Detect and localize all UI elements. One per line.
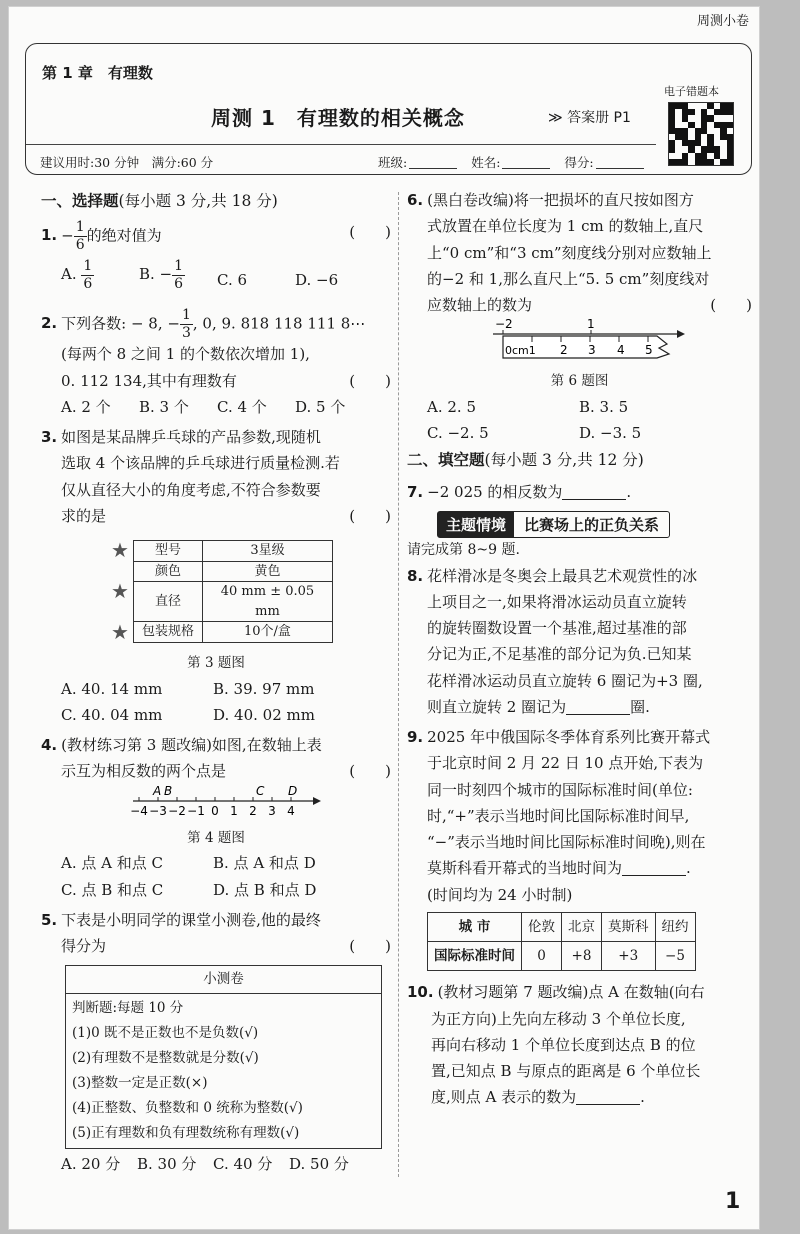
star-icon: ★	[111, 579, 129, 604]
svg-text:−2: −2	[495, 318, 513, 332]
figure-caption: 第 3 题图	[187, 655, 245, 672]
answer-parens[interactable]: ( )	[349, 371, 391, 390]
arrow-icon	[677, 330, 685, 338]
name-label: 姓名:	[471, 155, 501, 170]
star-icon: ★	[111, 620, 129, 645]
intro-text: 请完成第 8~9 题.	[407, 542, 520, 558]
product-spec-figure	[111, 533, 391, 650]
options: A. 40. 14 mm B. 39. 97 mm C. 40. 04 mm D. 40. 02 mm	[61, 679, 315, 724]
figure-caption: 第 4 题图	[187, 829, 245, 846]
section-heading: 二、填空题(每小题 3 分,共 12 分)	[407, 450, 644, 470]
class-field[interactable]	[409, 168, 457, 169]
quiz-card: 小测卷 判断题:每题 10 分 (1)0 既不是正数也不是负数(√) (2)有理数不是整数就是分数(√) (3)整数一定是正数(×) (4)正整数、负整数和 0 统称为整数(√) (5)正有理数和负有理数统称有理数(√)	[65, 965, 382, 1149]
point-label: B	[164, 784, 173, 798]
svg-text:4: 4	[617, 343, 625, 358]
class-label: 班级:	[378, 155, 408, 170]
options: A. $\frac{1}{6}$ B. − $\frac{1}{6}$ C. 6 D. −6	[61, 257, 339, 292]
options: A. 点 A 和点 C B. 点 A 和点 D C. 点 B 和点 C D. 点 B 和点 D	[61, 854, 317, 899]
quiz-item: (4)正整数、负整数和 0 统称为整数(√)	[72, 1100, 303, 1117]
right-column	[407, 187, 752, 1111]
question-9: 9. 2025 年中俄国际冬季体育系列比赛开幕式 于北京时间 2 月 22 日 10 点开始,下表为 同一时刻四个城市的国际标准时间(单位: 时,“+”表示当地时间比国际标准时间早, “−”表示当地时间比国际标准时间晚),则在 莫斯科看开幕式的当地时间为 . (时间均为 24 小时制) 城 市 伦敦 北京 莫斯科 纽约 国际标准时间 0 +8 +3 −5	[407, 724, 752, 971]
options: A. 2. 5 B. 3. 5 C. −2. 5 D. −3. 5	[427, 397, 642, 443]
page-number: 1	[725, 1189, 741, 1214]
tick-label: 0	[211, 803, 219, 818]
section-heading: 一、选择题(每小题 3 分,共 18 分)	[41, 191, 278, 210]
chapter-label: 第 1 章 有理数	[42, 64, 153, 82]
quiz-item: (3)整数一定是正数(×)	[72, 1075, 208, 1092]
name-field[interactable]	[502, 168, 550, 169]
point-label: C	[256, 784, 265, 798]
question-4: 4. (教材练习第 3 题改编)如图,在数轴上表 示互为相反数的两个点是 ( ) −4 −3 −2 −1 0 1 2 3 4 A B C D 第 4 题图 A. 点 A 和点 C B. 点 A 和点 D C. 点 B 和点 C D. 点 B 和点 D	[41, 732, 391, 903]
question-2: 2. 下列各数: − 8, − $\frac{1}{3}$ , 0, 9. 818 118 111 8⋯ (每两个 8 之间 1 的个数依次增加 1), 0. 112 134,其中有理数有 ( ) A. 2 个 B. 3 个 C. 4 个 D. 5 个	[41, 307, 391, 420]
answer-parens[interactable]: ( )	[349, 223, 391, 242]
header-divider	[26, 144, 656, 145]
tick-label: −2	[168, 803, 186, 818]
quiz-item: (1)0 既不是正数也不是负数(√)	[72, 1025, 259, 1042]
tick-label: 2	[249, 803, 257, 818]
tick-label: 3	[268, 803, 276, 818]
tick-label: −4	[130, 803, 148, 818]
quiz-title: 小测卷	[66, 966, 381, 994]
score-label: 得分:	[564, 155, 594, 170]
answer-parens[interactable]: ( )	[710, 296, 752, 314]
figure-caption: 第 6 题图	[550, 373, 609, 390]
options: A. 20 分 B. 30 分 C. 40 分 D. 50 分	[61, 1155, 349, 1174]
star-icons	[111, 533, 129, 650]
svg-text:3: 3	[588, 343, 596, 358]
answer-parens[interactable]: ( )	[349, 506, 391, 525]
ruler-figure	[407, 318, 747, 368]
number-line-figure	[41, 785, 381, 825]
quiz-item: (5)正有理数和负有理数统称有理数(√)	[72, 1125, 300, 1142]
answer-reference: ≫ 答案册 P1	[548, 110, 631, 126]
tick-label: 1	[230, 803, 238, 818]
answer-blank[interactable]	[622, 875, 686, 876]
question-10: 10. (教材习题第 7 题改编)点 A 在数轴(向右 为正方向)上先向左移动 3 个单位长度, 再向右移动 1 个单位长度到达点 B 的位 置,已知点 B 与原点的距离是 6 个单位长 度,则点 A 表示的数为 .	[407, 983, 705, 1107]
question-5: 5. 下表是小明同学的课堂小测卷,他的最终 得分为 ( ) 小测卷 判断题:每题 10 分 (1)0 既不是正数也不是负数(√) (2)有理数不是整数就是分数(√) (3)整数一定是正数(×) (4)正整数、负整数和 0 统称为整数(√) (5)正有理数和负有理数统称有理数(√) A. 20 分 B. 30 分 C. 40 分 D. 50 分	[41, 907, 391, 1178]
header-box	[25, 43, 752, 175]
star-icon: ★	[111, 538, 129, 563]
spec-table: 型号 3星级 颜色 黄色 直径 40 mm ± 0.05 mm 包装规格 10个/盒	[133, 540, 333, 643]
point-label: A	[153, 784, 162, 798]
column-divider	[398, 192, 399, 1177]
answer-blank[interactable]	[562, 499, 626, 500]
question-1: 1. − $\frac{1}{6}$ 的绝对值为 ( ) A. $\frac{1}{6}$ B. − $\frac{1}{6}$ C. 6 D. −6	[41, 219, 391, 303]
answer-parens[interactable]: ( )	[349, 762, 391, 781]
svg-text:2: 2	[560, 343, 568, 358]
question-7: 7. −2 025 的相反数为 .	[407, 482, 632, 501]
svg-text:1: 1	[587, 318, 595, 332]
tick-label: −3	[149, 803, 167, 818]
theme-banner: 主题情境 比赛场上的正负关系	[437, 511, 670, 538]
point-label: D	[288, 784, 298, 798]
student-fields	[378, 153, 654, 171]
arrow-icon	[313, 797, 321, 805]
left-column	[41, 187, 391, 1177]
answer-parens[interactable]: ( )	[349, 937, 391, 956]
question-6: 6. (黑白卷改编)将一把损坏的直尺按如图方 式放置在单位长度为 1 cm 的数轴上,直尺 上“0 cm”和“3 cm”刻度线分别对应数轴上 的−2 和 1,那么直尺上“5. 5 cm”刻度线对 应数轴上的数为 ( ) −2 1 0cm1 2 3 4 5 第 6 题图 A. 2. 5 B. 3. 5 C. −2. 5 D. −3. 5	[407, 187, 752, 446]
time-score-info: 建议用时:30 分钟 满分:60 分	[40, 155, 214, 170]
score-field[interactable]	[596, 168, 644, 169]
question-8: 8. 花样滑冰是冬奥会上最具艺术观赏性的冰 上项目之一,如果将滑冰运动员直立旋转 的旋转圈数设置一个基准,超过基准的部 分记为正,不足基准的部分记为负.已知某 花样滑冰运动员直立旋转 6 圈记为+3 圈, 则直立旋转 2 圈记为 圈.	[407, 566, 703, 716]
answer-blank[interactable]	[566, 714, 630, 715]
tick-label: 4	[287, 803, 295, 818]
svg-text:0cm1: 0cm1	[505, 344, 536, 358]
timezone-table: 城 市 伦敦 北京 莫斯科 纽约 国际标准时间 0 +8 +3 −5	[427, 912, 696, 972]
page-title: 周测 1 有理数的相关概念	[211, 106, 465, 130]
ebook-label: 电子错题本	[664, 85, 719, 98]
qr-code-icon[interactable]	[668, 102, 734, 166]
quiz-item: (2)有理数不是整数就是分数(√)	[72, 1050, 259, 1067]
corner-tag: 周测小卷	[696, 14, 749, 29]
question-3: 3. 如图是某品牌乒乓球的产品参数,现随机 选取 4 个该品牌的乒乓球进行质量检测.若 仅从直径大小的角度考虑,不符合参数要 求的是 ( ) ★ ★ ★ 型号 3星级 颜色 黄色 直径 40 mm ± 0.05 mm 包装规格 10个/盒 第 3 题图 A. 40. 14 mm B. 39. 97 mm C. 40. 04 mm D. 40. 02 mm	[41, 424, 391, 728]
worksheet-page	[8, 6, 760, 1230]
options: A. 2 个 B. 3 个 C. 4 个 D. 5 个	[61, 397, 346, 416]
tick-label: −1	[187, 803, 205, 818]
answer-blank[interactable]	[576, 1104, 640, 1105]
svg-text:5: 5	[645, 343, 653, 358]
